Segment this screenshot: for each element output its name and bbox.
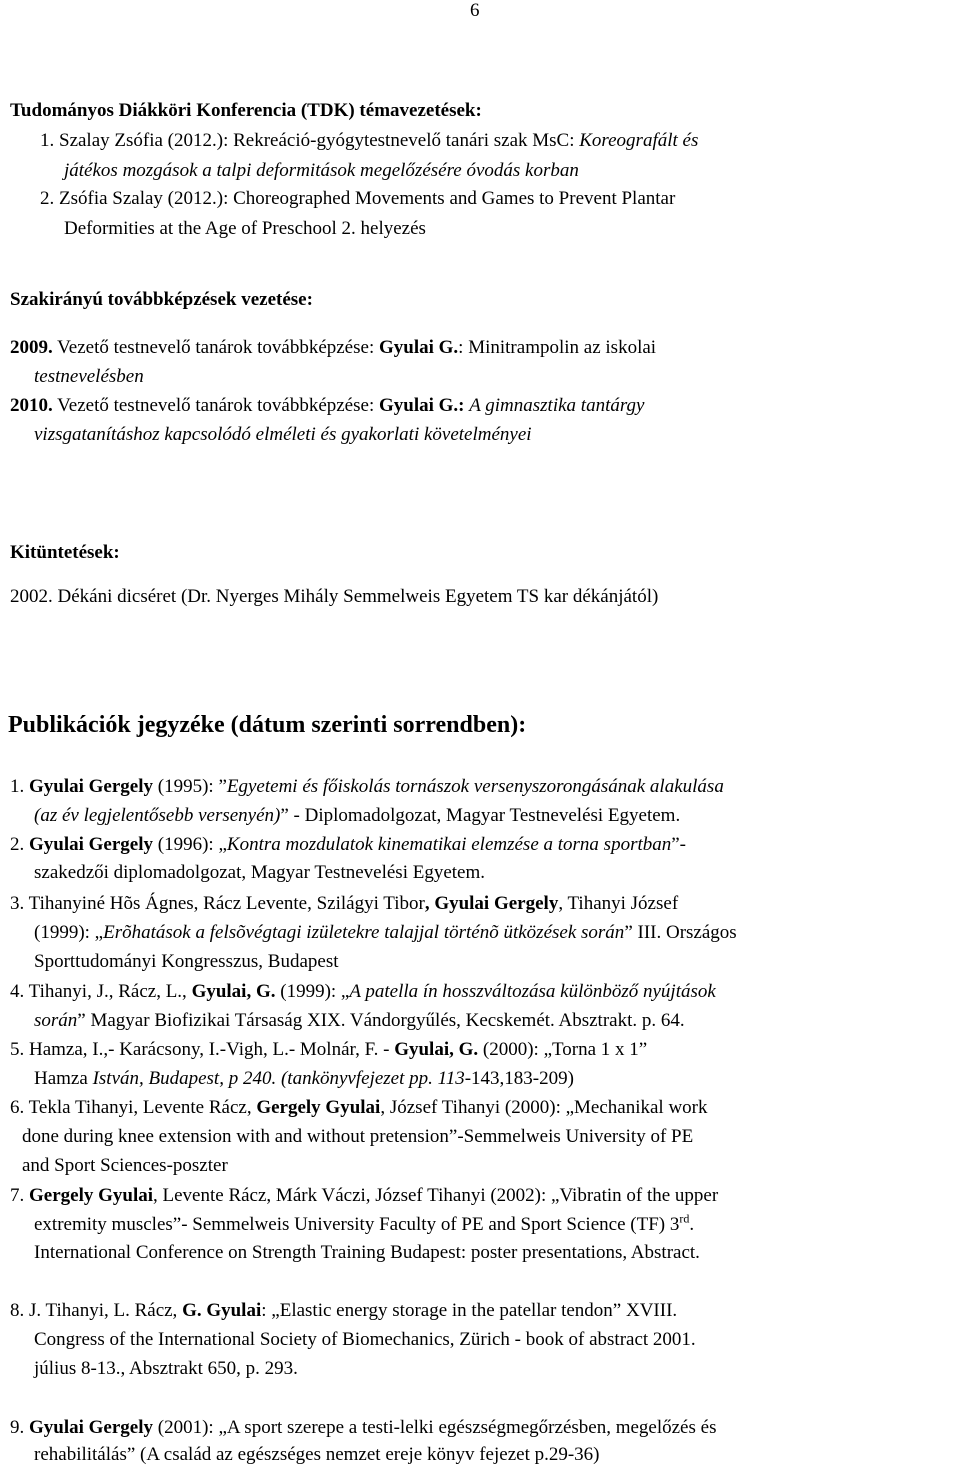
- publication-7-superscript: rd: [679, 1211, 690, 1226]
- publication-8-title: : „Elastic energy storage in the patellar tendon” XVIII.: [261, 1300, 678, 1321]
- training-entry-2-name: Gyulai G.: [378, 395, 459, 416]
- training-entry-1-line-2: testnevelésben: [34, 366, 144, 387]
- publication-2: [10, 834, 686, 856]
- publication-2-year: (1996): „: [153, 834, 227, 855]
- training-entry-2-rest: A gimnasztika tantárgy: [469, 395, 645, 416]
- publication-3: [10, 893, 678, 915]
- publication-5-pages: -143,183-209): [464, 1068, 574, 1089]
- publication-8-authors: 8. J. Tihanyi, L. Rácz,: [10, 1300, 183, 1321]
- training-entry-1-text: Vezető testnevelő tanárok továbbképzése:: [52, 337, 379, 358]
- publication-8-author-bold: G. Gyulai: [182, 1300, 262, 1321]
- publication-7-line-3: International Conference on Strength Training Budapest: poster presentations, Abstract.: [34, 1242, 700, 1263]
- publication-3-line-3: Sporttudományi Kongresszus, Budapest: [34, 951, 339, 972]
- publication-1-line-2: [34, 805, 680, 827]
- publication-3-year: (1999): „: [34, 922, 104, 943]
- awards-heading: Kitüntetések:: [10, 542, 120, 563]
- publication-7: [10, 1185, 718, 1207]
- tdk-item-1-line-2: játékos mozgások a talpi deformitások megelőzésére óvodás korban: [64, 160, 579, 181]
- tdk-item-2-line-2: Deformities at the Age of Preschool 2. helyezés: [64, 218, 426, 239]
- publication-2-number: 2.: [10, 834, 29, 855]
- publication-5-title: (2000): „Torna 1 x 1”: [478, 1039, 648, 1060]
- page-number: 6: [470, 0, 480, 21]
- publication-7-number: 7.: [10, 1185, 29, 1206]
- publication-3-author-bold: , Gyulai Gergely: [424, 893, 559, 914]
- training-entry-2: [10, 395, 644, 417]
- training-entry-2-colon: :: [458, 395, 470, 416]
- publication-9: [10, 1417, 716, 1439]
- publication-7-author-bold: Gergely Gyulai: [29, 1185, 154, 1206]
- publication-5-author-bold: Gyulai, G.: [394, 1039, 479, 1060]
- training-entry-2-year: 2010.: [10, 395, 53, 416]
- training-entry-2-line-2: vizsgatanításhoz kapcsolódó elméleti és gyakorlati követelményei: [34, 424, 532, 445]
- publication-9-line-2: rehabilitálás” (A család az egészséges nemzet ereje könyv fejezet p.29-36): [34, 1444, 600, 1465]
- training-entry-1-name: Gyulai G.: [378, 337, 459, 358]
- publication-7-period: .: [689, 1214, 695, 1235]
- training-entry-1-year: 2009.: [10, 337, 53, 358]
- publication-2-dash: ”-: [671, 834, 687, 855]
- publication-5-line-2: [34, 1068, 574, 1090]
- publication-8: [10, 1300, 677, 1322]
- publication-6-authors: 6. Tekla Tihanyi, Levente Rácz,: [10, 1097, 257, 1118]
- publication-4-author-bold: Gyulai, G.: [191, 981, 276, 1002]
- tdk-item-1-title: Koreografált és: [579, 130, 699, 151]
- publication-1: [10, 776, 724, 798]
- publication-9-author-bold: Gyulai Gergely: [29, 1417, 154, 1438]
- publication-7-line-2: [34, 1211, 695, 1236]
- publication-1-rest: ” - Diplomadolgozat, Magyar Testnevelési Egyetem.: [280, 805, 681, 826]
- publication-2-line-2: szakedzői diplomadolgozat, Magyar Testnevelési Egyetem.: [34, 862, 486, 883]
- publication-4-year: (1999): „: [275, 981, 350, 1002]
- publication-6-line-3: and Sport Sciences-poszter: [22, 1155, 228, 1176]
- publication-4-title-cont: során: [34, 1010, 78, 1031]
- publication-8-line-3: július 8-13., Abszt​rakt 650, p. 293.: [34, 1358, 298, 1379]
- publication-4-line-2: [34, 1010, 685, 1032]
- publication-5-editor: Hamza: [34, 1068, 93, 1089]
- training-entry-2-text: Vezető testnevelő tanárok továbbképzése:: [52, 395, 379, 416]
- training-entry-1-rest: : Minitrampolin az iskolai: [458, 337, 657, 358]
- publication-7-title: , Levente Rácz, Márk Váczi, József Tihanyi (2002): „Vibratin of the upper: [153, 1185, 719, 1206]
- publication-8-line-2: Congress of the International Society of Biomechanics, Zürich - book of abstract 2001.: [34, 1329, 696, 1350]
- publication-6: [10, 1097, 708, 1119]
- publication-6-author-bold: Gergely Gyulai: [256, 1097, 381, 1118]
- publication-1-author: Gyulai Gergely: [29, 776, 154, 797]
- publication-1-title: Egyetemi és főiskolás tornászok versenyszorongásának alakulása: [226, 776, 724, 797]
- training-heading: Szakirányú továbbképzések vezetése:: [10, 289, 313, 310]
- publication-1-title-cont: (az év legjelentősebb versenyén): [34, 805, 281, 826]
- tdk-item-1-text: 1. Szalay Zsófia (2012.): Rekreáció-gyógytestnevelő tanári szak MsC:: [40, 130, 580, 151]
- awards-item: 2002. Dékáni dicséret (Dr. Nyerges Mihály Semmelweis Egyetem TS kar dékánjától): [10, 586, 659, 607]
- publication-9-title: (2001): „A sport szerepe a testi-lelki egészségmegőrzésben, megelőzés és: [153, 1417, 717, 1438]
- publication-6-title: , József Tihanyi (2000): „Mechanikal work: [380, 1097, 708, 1118]
- publication-3-authors: 3. Tihanyiné Hõs Ágnes, Rácz Levente, Szilágyi Tibor: [10, 893, 425, 914]
- publication-6-line-2: done during knee extension with and without pretension”-Semmelweis University of PE: [22, 1126, 694, 1147]
- publication-4-title: A patella ín hosszváltozása különböző nyújtások: [349, 981, 716, 1002]
- publication-1-year: (1995): ”: [153, 776, 227, 797]
- publication-3-authors-end: , Tihanyi József: [558, 893, 679, 914]
- publication-5-authors: 5. Hamza, I.,- Karácsony, I.-Vigh, L.- Molnár, F. -: [10, 1039, 395, 1060]
- publication-3-line-2: [34, 922, 737, 944]
- publication-5-publisher: István, Budapest, p 240. (tankönyvfejezet pp. 113: [92, 1068, 465, 1089]
- publication-1-number: 1.: [10, 776, 29, 797]
- publication-5: [10, 1039, 647, 1061]
- publication-7-venue: extremity muscles”- Semmelweis University Faculty of PE and Sport Science (TF) 3: [34, 1214, 680, 1235]
- tdk-item-1: [40, 130, 698, 152]
- publication-4-authors: 4. Tihanyi, J., Rácz, L.,: [10, 981, 192, 1002]
- publications-heading: Publikációk jegyzéke (dátum szerinti sorrendben):: [8, 712, 527, 738]
- tdk-heading: Tudományos Diákköri Konferencia (TDK) témavezetések:: [10, 100, 482, 121]
- tdk-item-2: 2. Zsófia Szalay (2012.): Choreographed Movements and Games to Prevent Plantar: [40, 188, 676, 209]
- publication-9-number: 9.: [10, 1417, 29, 1438]
- publication-2-author: Gyulai Gergely: [29, 834, 154, 855]
- publication-3-venue: ” III. Országos: [624, 922, 737, 943]
- publication-4-venue: ” Magyar Biofizikai Társaság XIX. Vándorgyűlés, Kecskemét. Absztrakt. p. 64.: [77, 1010, 685, 1031]
- publication-4: [10, 981, 716, 1003]
- publication-3-title: Erõhatások a felsõvégtagi izületekre talajjal történõ ütközések során: [103, 922, 625, 943]
- training-entry-1: [10, 337, 656, 359]
- publication-2-title: Kontra mozdulatok kinematikai elemzése a torna sportban: [226, 834, 672, 855]
